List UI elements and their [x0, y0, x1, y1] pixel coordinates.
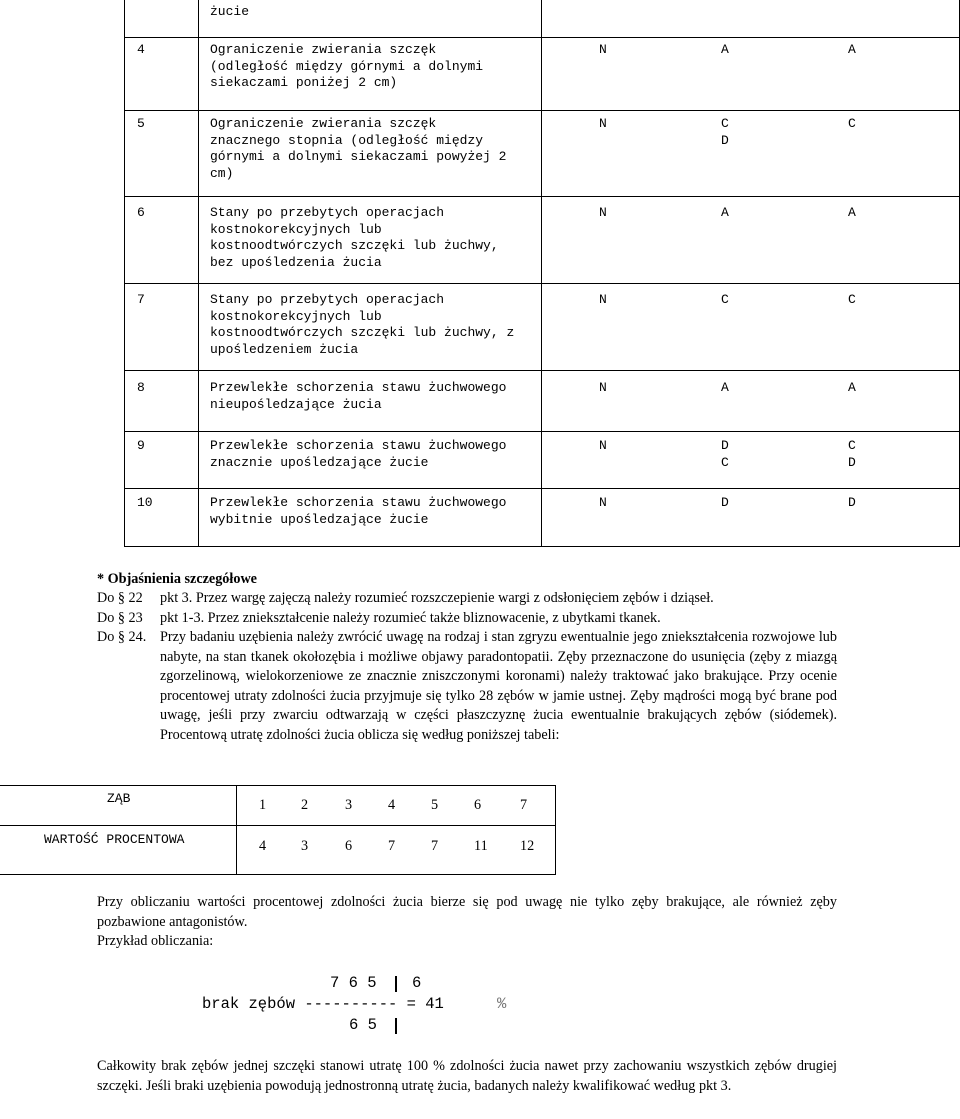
table-border: [198, 0, 199, 546]
table-border: [124, 0, 125, 546]
row-description: Ograniczenie zwierania szczęk: [210, 42, 437, 57]
col3-value: C: [848, 292, 856, 307]
row-number: 5: [137, 116, 145, 131]
tooth-table-border: [236, 785, 237, 875]
tooth-number: 3: [345, 797, 353, 813]
calc-paragraph: Przy obliczaniu wartości procentowej zdolności żucia bierze się pod uwagę nie tylko zęby brakujące, ale również zęby pozbawione antagonistów.: [97, 894, 837, 930]
row-number: 7: [137, 292, 145, 307]
example-bottom: 6 5: [349, 1016, 377, 1034]
col3-value: A: [848, 380, 856, 395]
tooth-table-border: [0, 785, 556, 786]
tooth-table-border: [0, 874, 556, 875]
col1-value: N: [599, 292, 607, 307]
row-number: 6: [137, 205, 145, 220]
row-description: Stany po przebytych operacjach: [210, 292, 445, 307]
col1-value: N: [599, 438, 607, 453]
tooth-percent: 11: [474, 838, 488, 854]
col2-value: D: [721, 132, 729, 148]
table-border: [124, 431, 960, 432]
row-description: nieupośledzające żucia: [210, 396, 382, 412]
row-description: Przewlekłe schorzenia stawu żuchwowego: [210, 380, 507, 395]
col1-value: N: [599, 116, 607, 131]
example-divider: [395, 1018, 397, 1034]
col1-value: N: [599, 380, 607, 395]
row-number: 4: [137, 42, 145, 57]
table-border: [124, 196, 960, 197]
tooth-number: 7: [520, 797, 528, 813]
col1-value: N: [599, 205, 607, 220]
col3-value: C: [848, 116, 856, 131]
example-label: Przykład obliczania:: [97, 933, 214, 949]
disability-table: [124, 0, 960, 546]
tooth-percent: 4: [259, 838, 267, 854]
note-text-22: pkt 3. Przez wargę zajęczą należy rozumieć rozszczepienie wargi z odsłonięciem zębów i dziąseł.: [160, 590, 714, 606]
col2-value: D: [721, 495, 729, 510]
row-description: upośledzeniem żucia: [210, 341, 359, 357]
row-description: znacznie upośledzające żucie: [210, 454, 429, 470]
tooth-percent: 12: [520, 838, 535, 854]
col2-value: D: [721, 438, 729, 453]
tooth-percent: 7: [388, 838, 396, 854]
row-description: znacznego stopnia (odległość między: [210, 132, 484, 148]
row-description: kostnoodtwórczych szczęki lub żuchwy, z: [210, 325, 515, 340]
tooth-percent: 6: [345, 838, 353, 854]
row-description: kostnokorekcyjnych lub: [210, 221, 382, 237]
notes-heading: * Objaśnienia szczegółowe: [97, 571, 257, 587]
tooth-table-border: [0, 825, 556, 826]
table-border: [124, 283, 960, 284]
col2-value: C: [721, 116, 729, 131]
row-description: Ograniczenie zwierania szczęk: [210, 116, 437, 131]
col3-value: D: [848, 454, 856, 470]
example-formula: brak zębów ---------- = 41: [202, 995, 444, 1013]
row-description: bez upośledzenia żucia: [210, 254, 382, 270]
row-number: 10: [137, 495, 153, 510]
row-number: 8: [137, 380, 145, 395]
col3-value: A: [848, 205, 856, 220]
row-desc-fragment: żucie: [210, 4, 250, 19]
table-border: [541, 0, 542, 546]
row-description: kostnokorekcyjnych lub: [210, 308, 382, 324]
final-paragraph: Całkowity brak zębów jednej szczęki stanowi utratę 100 % zdolności żucia nawet przy zachowaniu wszystkich zębów drugiej szczęki. Jeśli braki uzębienia powodują jednostronną utratę żucia, badanych należy kwalifikować według pkt 3.: [97, 1058, 837, 1094]
example-percent: %: [497, 995, 507, 1013]
col1-value: N: [599, 495, 607, 510]
example-top-right: 6: [412, 974, 422, 992]
note-ref-22: Do § 22: [97, 590, 143, 606]
row-description: Stany po przebytych operacjach: [210, 205, 445, 220]
tooth-number: 2: [301, 797, 309, 813]
tooth-number: 4: [388, 797, 396, 813]
table-border: [124, 546, 960, 547]
row-description: Przewlekłe schorzenia stawu żuchwowego: [210, 495, 507, 510]
col3-value: D: [848, 495, 856, 510]
col3-value: C: [848, 438, 856, 453]
col3-value: A: [848, 42, 856, 57]
row-description: górnymi a dolnymi siekaczami powyżej 2: [210, 149, 507, 164]
col2-value: C: [721, 454, 729, 470]
tooth-number: 6: [474, 797, 482, 813]
example-divider: [395, 976, 397, 992]
tooth-number: 5: [431, 797, 439, 813]
row-description: (odległość między górnymi a dolnymi: [210, 58, 484, 74]
row-description: siekaczami poniżej 2 cm): [210, 75, 398, 90]
col2-value: A: [721, 42, 729, 57]
col1-value: N: [599, 42, 607, 57]
table-border: [124, 370, 960, 371]
tooth-number: 1: [259, 797, 267, 813]
col2-value: A: [721, 205, 729, 220]
table-border: [124, 37, 960, 38]
row-description: cm): [210, 165, 234, 181]
row-number: 9: [137, 438, 145, 453]
note-ref-24: Do § 24.: [97, 629, 147, 645]
tooth-percent: 7: [431, 838, 439, 854]
example-top: 7 6 5: [330, 974, 377, 992]
tooth-table-border: [555, 785, 556, 875]
percent-label: WARTOŚĆ PROCENTOWA: [44, 832, 185, 847]
row-description: wybitnie upośledzające żucie: [210, 511, 429, 527]
note-text-23: pkt 1-3. Przez zniekształcenie należy rozumieć także bliznowacenie, z ubytkami tkanek.: [160, 610, 661, 626]
note-ref-23: Do § 23: [97, 610, 143, 626]
col2-value: A: [721, 380, 729, 395]
tooth-label: ZĄB: [107, 791, 131, 806]
table-border: [124, 488, 960, 489]
table-border: [124, 110, 960, 111]
tooth-percent: 3: [301, 838, 309, 854]
row-description: kostnoodtwórczych szczęki lub żuchwy,: [210, 238, 499, 253]
row-description: Przewlekłe schorzenia stawu żuchwowego: [210, 438, 507, 453]
col2-value: C: [721, 292, 729, 307]
note-text-24: Przy badaniu uzębienia należy zwrócić uwagę na rodzaj i stan zgryzu ewentualnie jego zniekształcenia rozwojowe lub nabyte, na stan tkanek okołozębia i możliwe objawy paradontopatii. Zęby przeznaczone do usunięcia (zęby z miazgą zgorzelinową, wielokorzeniowe ze znacznie zniszczonymi koronami) należy traktować jako brakujące. Przy ocenie procentowej utraty zdolności żucia przyjmuje się tylko 28 zębów w jamie ustnej. Zęby mądrości mogą być brane pod uwagę, jeśli przy zwarciu odtwarzają w części płaszczyznę żucia ewentualnie brakujących zębów (siódemek). Procentową utratę zdolności żucia oblicza się według poniższej tabeli:: [160, 629, 837, 743]
